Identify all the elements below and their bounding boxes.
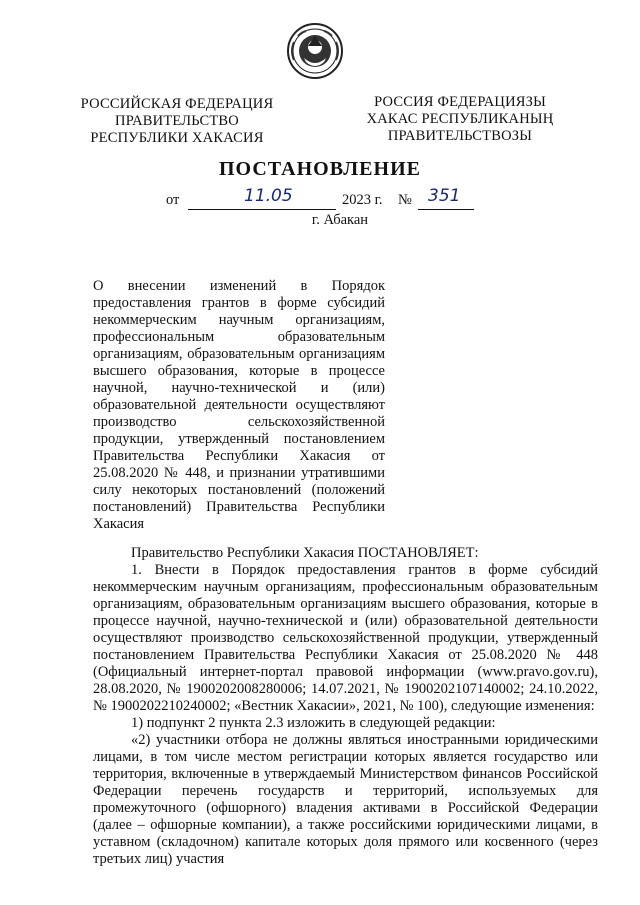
coat-of-arms-emblem bbox=[286, 22, 344, 80]
year-text: 2023 г. bbox=[342, 192, 383, 208]
document-subject: О внесении изменений в Порядок предоставления грантов в форме субсидий некоммерческим научным организациям, профессиональным образовательным организациям, образовательным организациям высшего образования, которые в процессе научной, научно-технической и (или) образовательной деятельности осуществляют производство сельскохозяйственной продукции, утвержденный постановлением Правительства Республики Хакасия от 25.08.2020 № 448, и признании утратившими силу некоторых постановлений (положений постановлений) Правительства Республики Хакасия bbox=[93, 278, 385, 532]
body-paragraph: «2) участники отбора не должны являться иностранными юридическими лицами, в том числе местом регистрации которых является государство или территория, включенные в утверждаемый Министерством финансов Российской Федерации перечень государств и территорий, используемых для промежуточного (офшорного) владения активами в Российской Федерации (далее – офшорные компании), а также российскими юридическими лицами, в уставном (складочном) капитале которых доля прямого или косвенного (через третьих лиц) участия bbox=[93, 732, 598, 867]
handwritten-date: 11.05 bbox=[244, 186, 293, 206]
number-prefix: № bbox=[398, 192, 412, 208]
date-prefix: от bbox=[166, 192, 180, 208]
date-underline bbox=[188, 209, 336, 210]
header-left-line: РЕСПУБЛИКИ ХАКАСИЯ bbox=[90, 130, 264, 146]
body-paragraph: Правительство Республики Хакасия ПОСТАНОВЛЯЕТ: bbox=[131, 545, 479, 561]
header-right-line: ХАКАС РЕСПУБЛИКАНЫҢ bbox=[366, 111, 554, 127]
header-right-line: ПРАВИТЕЛЬСТВОЗЫ bbox=[387, 128, 533, 144]
body-paragraph: 1. Внести в Порядок предоставления грантов в форме субсидий некоммерческим научным организациям, профессиональным образовательным организациям, образовательным организациям высшего образования, которые в процессе научной, научно-технической и (или) образовательной деятельности осуществляют производство сельскохозяйственной продукции, утвержденный постановлением Правительства Республики Хакасия от 25.08.2020 № 448 (Официальный интернет-портал правовой информации (www.pravo.gov.ru), 28.08.2020, № 1900202008280006; 14.07.2021, № 1900202107140002; 24.10.2022, № 1900202210240002; «Вестник Хакасии», 2021, № 100), следующие изменения: bbox=[93, 562, 598, 714]
date-number-line bbox=[166, 186, 486, 214]
number-underline bbox=[418, 209, 474, 210]
handwritten-number: 351 bbox=[428, 186, 461, 206]
header-left-line: РОССИЙСКАЯ ФЕДЕРАЦИЯ bbox=[80, 96, 274, 112]
body-paragraph: 1) подпункт 2 пункта 2.3 изложить в следующей редакции: bbox=[131, 715, 496, 731]
city-name: г. Абакан bbox=[311, 212, 369, 228]
header-right-line: РОССИЯ ФЕДЕРАЦИЯЗЫ bbox=[374, 94, 546, 110]
header-right-block bbox=[355, 94, 565, 145]
header-left-line: ПРАВИТЕЛЬСТВО bbox=[115, 113, 239, 129]
document-body bbox=[93, 545, 598, 868]
header-left-block bbox=[72, 96, 282, 147]
document-title: ПОСТАНОВЛЕНИЕ bbox=[219, 158, 421, 180]
